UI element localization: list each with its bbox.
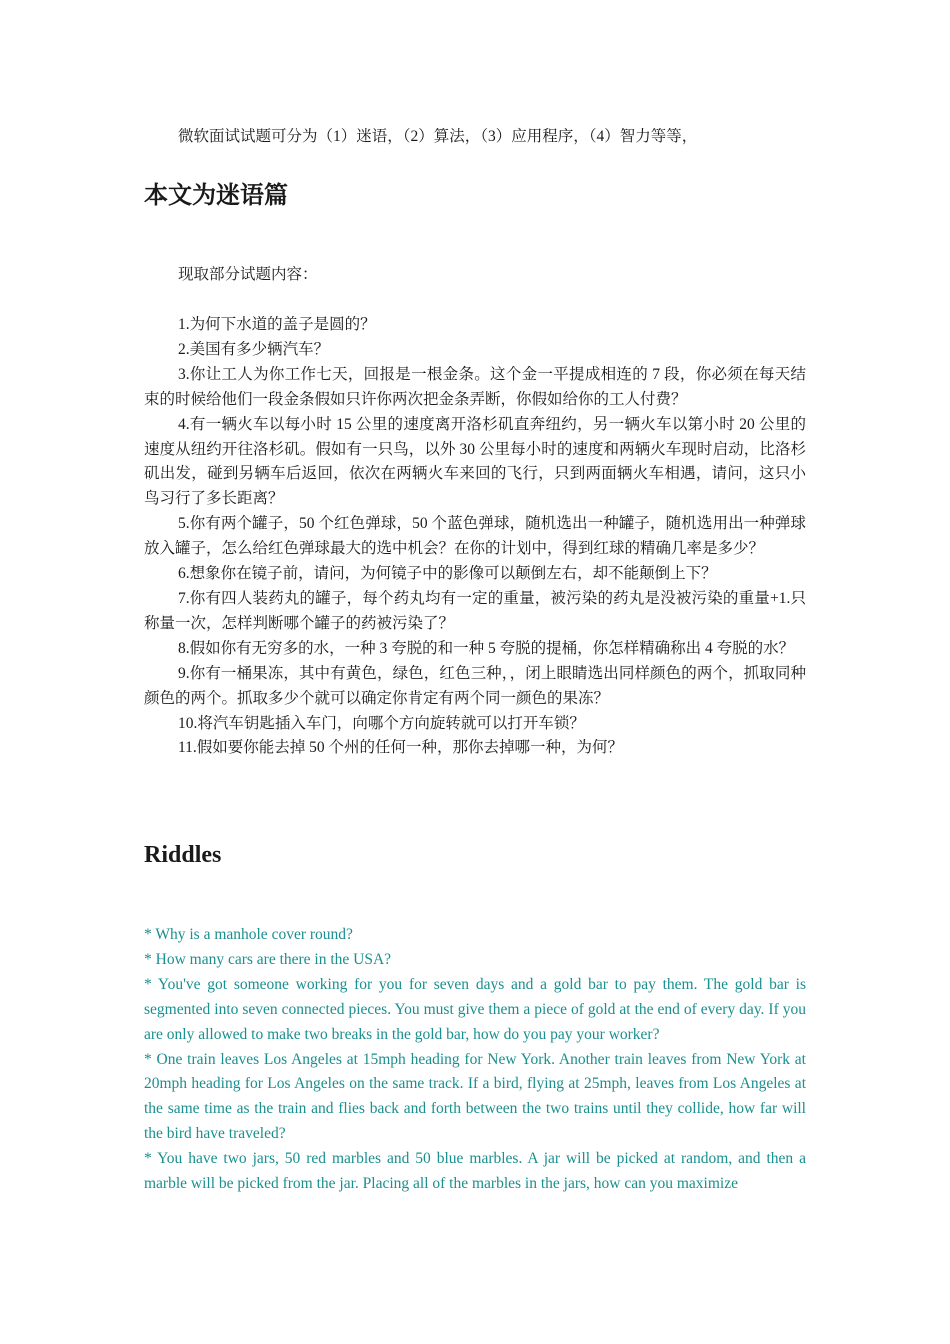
riddle-item: * How many cars are there in the USA? xyxy=(144,950,392,968)
question-item: 10.将汽车钥匙插入车门，向哪个方向旋转就可以打开车锁？ xyxy=(178,714,585,732)
question-item: 1.为何下水道的盖子是圆的？ xyxy=(178,316,376,333)
riddle-item: * You have two jars, 50 red marbles and 50 blue marbles. A jar will be picked at random, and then a marble will be picked from the jar. Placing all of the marbles in the jars, how can you maximize xyxy=(144,1150,806,1193)
section-heading-chinese: 本文为迷语篇 xyxy=(144,183,288,209)
question-list xyxy=(144,313,806,761)
question-item: 4.有一辆火车以每小时 15 公里的速度离开洛杉矶直奔纽约，另一辆火车以第小时 20 公里的速度从纽约开往洛杉矶。假如有一只鸟，以外 30 公里每小时的速度和两辆火车现时启动，比洛杉矶出发，碰到另辆车后返回，依次在两辆火车来回的飞行，只到两面辆火车相遇，请问，这只小鸟习行了多长距离？ xyxy=(144,415,806,508)
riddle-item: * One train leaves Los Angeles at 15mph heading for New York. Another train leaves from New York at 20mph heading for Los Angeles on the same track. If a bird, flying at 25mph, leaves from Los Angeles at the same time as the train and flies back and forth between the two trains until they collide, how far will the bird have traveled? xyxy=(144,1050,806,1143)
question-item: 11.假如要你能去掉 50 个州的任何一种，那你去掉哪一种，为何？ xyxy=(178,739,624,757)
section-heading-riddles: Riddles xyxy=(144,842,222,868)
question-item: 6.想象你在镜子前，请问，为何镜子中的影像可以颠倒左右，却不能颠倒上下？ xyxy=(178,565,717,583)
question-item: 2.美国有多少辆汽车？ xyxy=(178,340,330,358)
question-item: 3.你让工人为你工作七天，回报是一根金条。这个金一平提成相连的 7 段，你必须在每天结束的时候给他们一段金条假如只许你两次把金条弄断，你假如给你的工人付费？ xyxy=(144,365,806,408)
question-item: 9.你有一桶果冻，其中有黄色，绿色，红色三种，，闭上眼睛选出同样颜色的两个，抓取同种颜色的两个。抓取多少个就可以确定你肯定有两个同一颜色的果冻？ xyxy=(144,664,806,707)
intro-paragraph: 微软面试试题可分为（1）迷语，（2）算法，（3）应用程序，（4）智力等等， xyxy=(178,128,698,145)
riddle-list xyxy=(144,923,806,1197)
question-item: 5.你有两个罐子，50 个红色弹球，50 个蓝色弹球，随机选出一种罐子，随机选用出一种弹球放入罐子，怎么给红色弹球最大的选中机会？在你的计划中，得到红球的精确几率是多少？ xyxy=(144,515,806,558)
question-item: 8.假如你有无穷多的水，一种 3 夸脱的和一种 5 夸脱的提桶，你怎样精确称出 4 夸脱的水？ xyxy=(178,639,795,657)
riddle-item: * You've got someone working for you for seven days and a gold bar to pay them. The gold bar is segmented into seven connected pieces. You must give them a piece of gold at the end of every day. If you are only allowed to make two breaks in the gold bar, how do you pay your worker? xyxy=(144,975,806,1043)
question-item: 7.你有四人装药丸的罐子，每个药丸均有一定的重量，被污染的药丸是没被污染的重量+1.只称量一次，怎样判断哪个罐子的药被污染了？ xyxy=(144,589,806,632)
riddle-item: * Why is a manhole cover round? xyxy=(144,926,353,943)
lead-paragraph: 现取部分试题内容： xyxy=(178,266,318,283)
